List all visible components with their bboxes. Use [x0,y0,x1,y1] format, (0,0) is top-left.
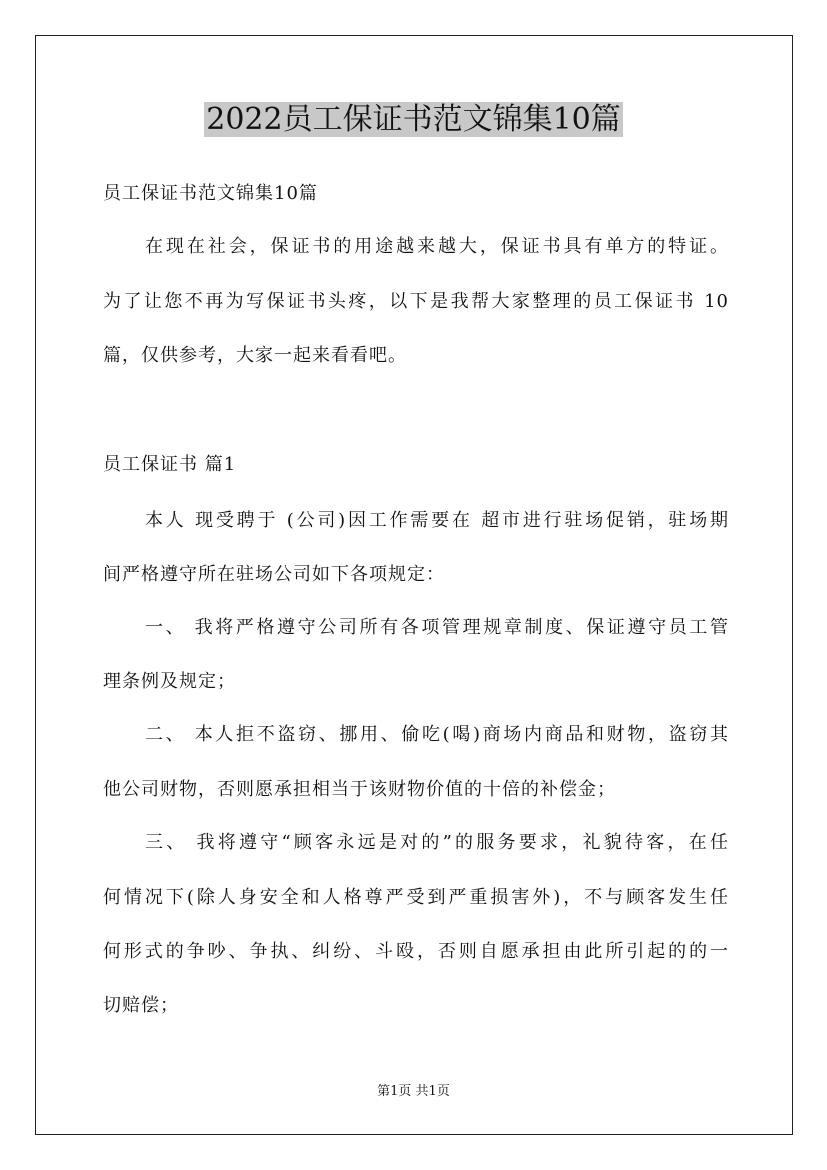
document-title [0,98,827,142]
body-line-7: 三、 我将遵守“顾客永远是对的”的服务要求，礼貌待客，在任 [145,832,729,853]
body-line-9: 何形式的争吵、争执、纠纷、斗殴，否则自愿承担由此所引起的的一 [103,941,729,962]
body-line-3: 一、 我将严格遵守公司所有各项管理规章制度、保证遵守员工管 [145,617,729,638]
body-line-4: 理条例及规定； [103,671,236,692]
body-line-6: 他公司财物，否则愿承担相当于该财物价值的十倍的补偿金； [103,779,616,800]
intro-line-2: 为了让您不再为写保证书头疼，以下是我帮大家整理的员工保证书 10 [103,291,729,312]
body-line-10: 切赔偿； [103,995,179,1016]
body-line-1: 本人 现受聘于 (公司)因工作需要在 超市进行驻场促销，驻场期 [145,510,729,531]
section-heading: 员工保证书 篇1 [103,454,237,475]
document-title-text: 2022员工保证书范文锦集10篇 [206,102,621,137]
body-line-8: 何情况下(除人身安全和人格尊严受到严重损害外)，不与顾客发生任 [103,887,729,908]
body-line-2: 间严格遵守所在驻场公司如下各项规定： [103,564,445,585]
page-footer: 第1页 共1页 [377,1084,450,1099]
body-line-5: 二、 本人拒不盗窃、挪用、偷吃(喝)商场内商品和财物，盗窃其 [145,724,729,745]
document-subtitle: 员工保证书范文锦集10篇 [103,183,318,204]
intro-line-1: 在现在社会，保证书的用途越来越大，保证书具有单方的特证。 [145,236,729,257]
intro-line-3: 篇，仅供参考，大家一起来看看吧。 [103,345,407,366]
